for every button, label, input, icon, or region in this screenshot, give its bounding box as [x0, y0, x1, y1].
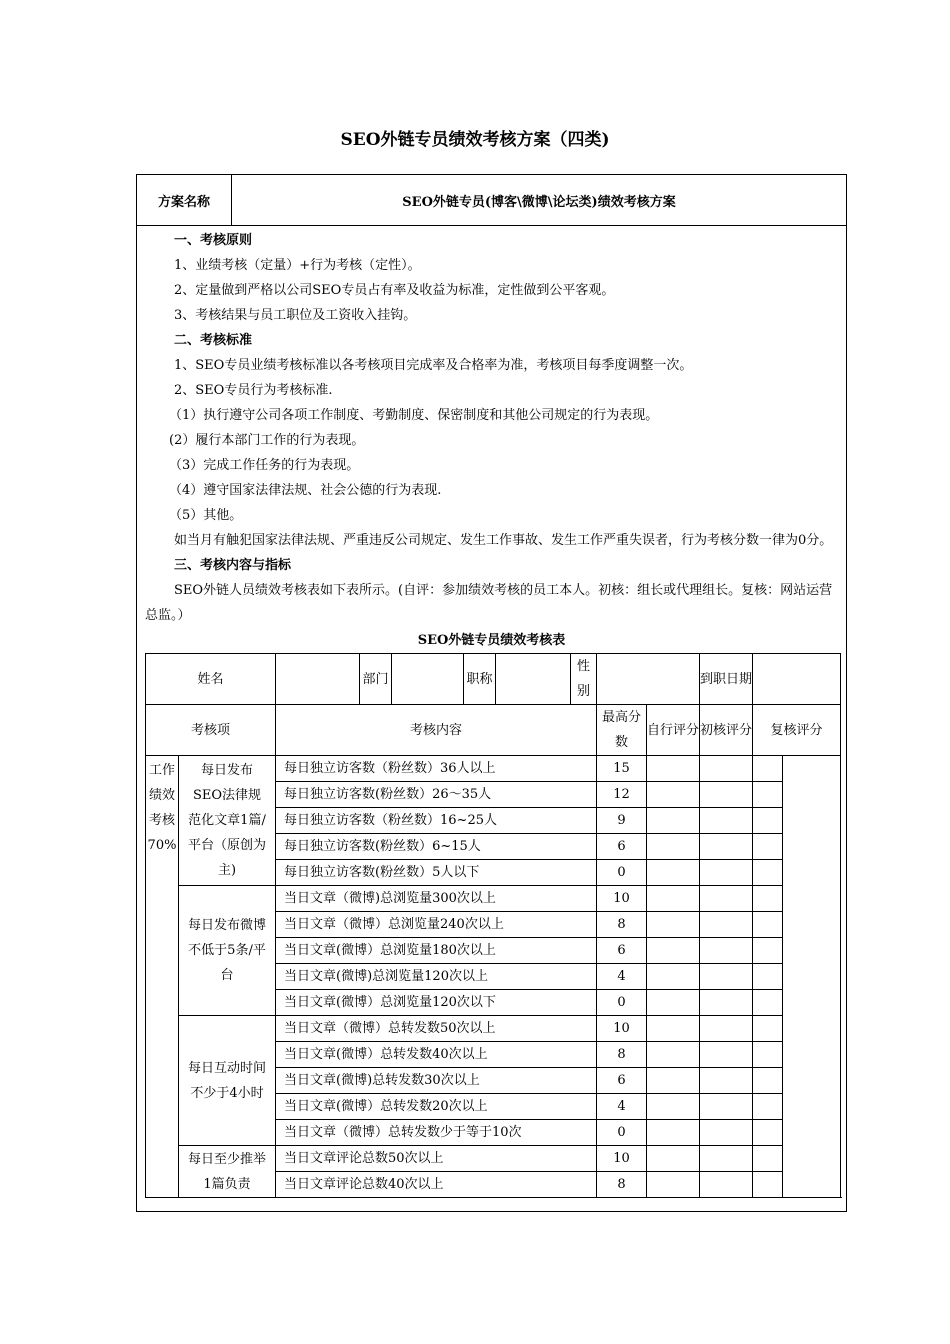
position-input-cell[interactable] — [496, 654, 571, 705]
content-cell: 当日文章(微博)总转发数30次以上 — [276, 1068, 597, 1094]
content-cell: 每日独立访客数（粉丝数）36人以上 — [276, 756, 597, 782]
content-cell: 当日文章评论总数40次以上 — [276, 1172, 597, 1198]
content-cell: 每日独立访客数(粉丝数）26～35人 — [276, 782, 597, 808]
content-cell: 当日文章（微博）总浏览量240次以上 — [276, 912, 597, 938]
review-score-cell[interactable] — [753, 860, 783, 886]
name-label-cell: 姓名 — [146, 654, 276, 705]
gender-label-cell: 性别 — [571, 654, 597, 705]
content-cell: 当日文章评论总数50次以上 — [276, 1146, 597, 1172]
review-score-cell[interactable] — [753, 834, 783, 860]
score-cell: 0 — [597, 860, 647, 886]
first-score-cell[interactable] — [700, 886, 753, 912]
item-cell: 每日互动时间不少于4小时 — [179, 1016, 276, 1146]
review-score-cell[interactable] — [753, 886, 783, 912]
first-score-cell[interactable] — [700, 1172, 753, 1198]
content-cell: 当日文章(微博）总转发数20次以上 — [276, 1094, 597, 1120]
plan-name-row — [137, 175, 846, 226]
review-score-cell[interactable] — [753, 964, 783, 990]
first-score-cell[interactable] — [700, 860, 753, 886]
score-cell: 10 — [597, 886, 647, 912]
self-score-cell[interactable] — [647, 886, 700, 912]
self-score-cell[interactable] — [647, 990, 700, 1016]
paragraph: 2、SEO专员行为考核标准. — [174, 383, 333, 398]
self-score-cell[interactable] — [647, 756, 700, 782]
score-cell: 4 — [597, 964, 647, 990]
first-score-cell[interactable] — [700, 1042, 753, 1068]
self-score-cell[interactable] — [647, 1172, 700, 1198]
first-score-cell[interactable] — [700, 1068, 753, 1094]
first-score-cell[interactable] — [700, 1146, 753, 1172]
first-score-cell[interactable] — [700, 1016, 753, 1042]
plan-frame — [136, 174, 847, 1212]
dept-input-cell[interactable] — [392, 654, 464, 705]
category-cell: 工作绩效考核70% — [146, 756, 179, 1198]
content-cell: 当日文章(微博）总转发数40次以上 — [276, 1042, 597, 1068]
content-cell: 当日文章(微博)总浏览量120次以上 — [276, 964, 597, 990]
plan-name-value: SEO外链专员(博客\微博\论坛类)绩效考核方案 — [402, 194, 676, 210]
paragraph: 1、SEO专员业绩考核标准以各考核项目完成率及合格率为准，考核项目每季度调整一次。 — [174, 358, 693, 373]
name-input-cell[interactable] — [276, 654, 360, 705]
remark-cell[interactable] — [783, 756, 841, 1198]
table-title: SEO外链专员绩效考核表 — [417, 633, 566, 648]
first-score-cell[interactable] — [700, 756, 753, 782]
content-cell: 每日独立访客数(粉丝数）6~15人 — [276, 834, 597, 860]
table-row — [146, 654, 841, 705]
plan-body — [137, 226, 846, 1198]
first-score-cell[interactable] — [700, 912, 753, 938]
review-score-cell[interactable] — [753, 1120, 783, 1146]
section-heading: 一、考核原则 — [174, 233, 253, 248]
first-score-cell[interactable] — [700, 1094, 753, 1120]
date-label-cell: 到职日期 — [700, 654, 753, 705]
item-cell: 每日至少推举1篇负责 — [179, 1146, 276, 1198]
first-score-cell[interactable] — [700, 964, 753, 990]
score-cell: 8 — [597, 1172, 647, 1198]
paragraph: (2）履行本部门工作的行为表现。 — [169, 433, 365, 448]
review-score-cell[interactable] — [753, 938, 783, 964]
review-score-cell[interactable] — [753, 808, 783, 834]
header-item: 考核项 — [146, 705, 276, 756]
table-row — [146, 756, 841, 782]
paragraph: SEO外链人员绩效考核表如下表所示。(自评：参加绩效考核的员工本人。初核：组长或代理组长。复核：网站运营总监。） — [145, 583, 833, 623]
self-score-cell[interactable] — [647, 1068, 700, 1094]
content-cell: 当日文章（微博）总转发数少于等于10次 — [276, 1120, 597, 1146]
section-heading: 三、考核内容与指标 — [174, 558, 292, 573]
review-score-cell[interactable] — [753, 1068, 783, 1094]
table-row — [146, 1016, 841, 1042]
score-cell: 0 — [597, 1120, 647, 1146]
dept-label-cell: 部门 — [360, 654, 392, 705]
self-score-cell[interactable] — [647, 1146, 700, 1172]
paragraph: （3）完成工作任务的行为表现。 — [169, 458, 360, 473]
gender-input-cell[interactable] — [597, 654, 700, 705]
self-score-cell[interactable] — [647, 1094, 700, 1120]
first-score-cell[interactable] — [700, 1120, 753, 1146]
self-score-cell[interactable] — [647, 808, 700, 834]
paragraph: （4）遵守国家法律法规、社会公德的行为表现. — [169, 483, 442, 498]
content-cell: 当日文章（微博)总浏览量300次以上 — [276, 886, 597, 912]
review-score-cell[interactable] — [753, 912, 783, 938]
score-cell: 4 — [597, 1094, 647, 1120]
score-cell: 12 — [597, 782, 647, 808]
score-cell: 8 — [597, 912, 647, 938]
header-self: 自行评分 — [647, 705, 700, 756]
review-score-cell[interactable] — [753, 990, 783, 1016]
assessment-table — [145, 653, 841, 1198]
first-score-cell[interactable] — [700, 938, 753, 964]
first-score-cell[interactable] — [700, 782, 753, 808]
header-content: 考核内容 — [276, 705, 597, 756]
score-cell: 0 — [597, 990, 647, 1016]
header-max: 最高分数 — [597, 705, 647, 756]
self-score-cell[interactable] — [647, 834, 700, 860]
score-cell: 10 — [597, 1146, 647, 1172]
self-score-cell[interactable] — [647, 1016, 700, 1042]
first-score-cell[interactable] — [700, 990, 753, 1016]
review-score-cell[interactable] — [753, 782, 783, 808]
content-cell: 当日文章(微博）总浏览量120次以下 — [276, 990, 597, 1016]
score-cell: 10 — [597, 1016, 647, 1042]
paragraph: （1）执行遵守公司各项工作制度、考勤制度、保密制度和其他公司规定的行为表现。 — [169, 408, 659, 423]
document-title: SEO外链专员绩效考核方案（四类) — [340, 130, 610, 150]
review-score-cell[interactable] — [753, 1016, 783, 1042]
first-score-cell[interactable] — [700, 834, 753, 860]
self-score-cell[interactable] — [647, 938, 700, 964]
paragraph: 1、业绩考核（定量）+行为考核（定性）。 — [174, 258, 421, 273]
self-score-cell[interactable] — [647, 860, 700, 886]
review-score-cell[interactable] — [753, 1094, 783, 1120]
content-cell: 当日文章(微博）总浏览量180次以上 — [276, 938, 597, 964]
score-cell: 6 — [597, 938, 647, 964]
item-cell: 每日发布SEO法律规范化文章1篇/平台（原创为主) — [179, 756, 276, 886]
section-heading: 二、考核标准 — [174, 333, 253, 348]
table-row — [146, 1146, 841, 1172]
score-cell: 15 — [597, 756, 647, 782]
review-score-cell[interactable] — [753, 1042, 783, 1068]
paragraph: 如当月有触犯国家法律法规、严重违反公司规定、发生工作事故、发生工作严重失误者，行为考核分数一律为0分。 — [174, 533, 833, 548]
plan-name-label: 方案名称 — [137, 175, 232, 225]
score-cell: 9 — [597, 808, 647, 834]
review-score-cell[interactable] — [753, 1146, 783, 1172]
paragraph: 3、考核结果与员工职位及工资收入挂钩。 — [174, 308, 417, 323]
self-score-cell[interactable] — [647, 1042, 700, 1068]
content-cell: 每日独立访客数（粉丝数）16~25人 — [276, 808, 597, 834]
header-review: 复核评分 — [753, 705, 841, 756]
content-cell: 每日独立访客数(粉丝数）5人以下 — [276, 860, 597, 886]
score-cell: 6 — [597, 834, 647, 860]
review-score-cell[interactable] — [753, 1172, 783, 1198]
self-score-cell[interactable] — [647, 1120, 700, 1146]
header-first: 初核评分 — [700, 705, 753, 756]
self-score-cell[interactable] — [647, 912, 700, 938]
content-cell: 当日文章（微博）总转发数50次以上 — [276, 1016, 597, 1042]
table-row — [146, 705, 841, 756]
date-input-cell[interactable] — [753, 654, 841, 705]
table-row — [146, 886, 841, 912]
paragraph: 2、定量做到严格以公司SEO专员占有率及收益为标准，定性做到公平客观。 — [174, 283, 615, 298]
review-score-cell[interactable] — [753, 756, 783, 782]
first-score-cell[interactable] — [700, 808, 753, 834]
score-cell: 6 — [597, 1068, 647, 1094]
paragraph: （5）其他。 — [169, 508, 243, 523]
item-cell: 每日发布微博不低于5条/平台 — [179, 886, 276, 1016]
score-cell: 8 — [597, 1042, 647, 1068]
position-label-cell: 职称 — [464, 654, 496, 705]
self-score-cell[interactable] — [647, 782, 700, 808]
self-score-cell[interactable] — [647, 964, 700, 990]
